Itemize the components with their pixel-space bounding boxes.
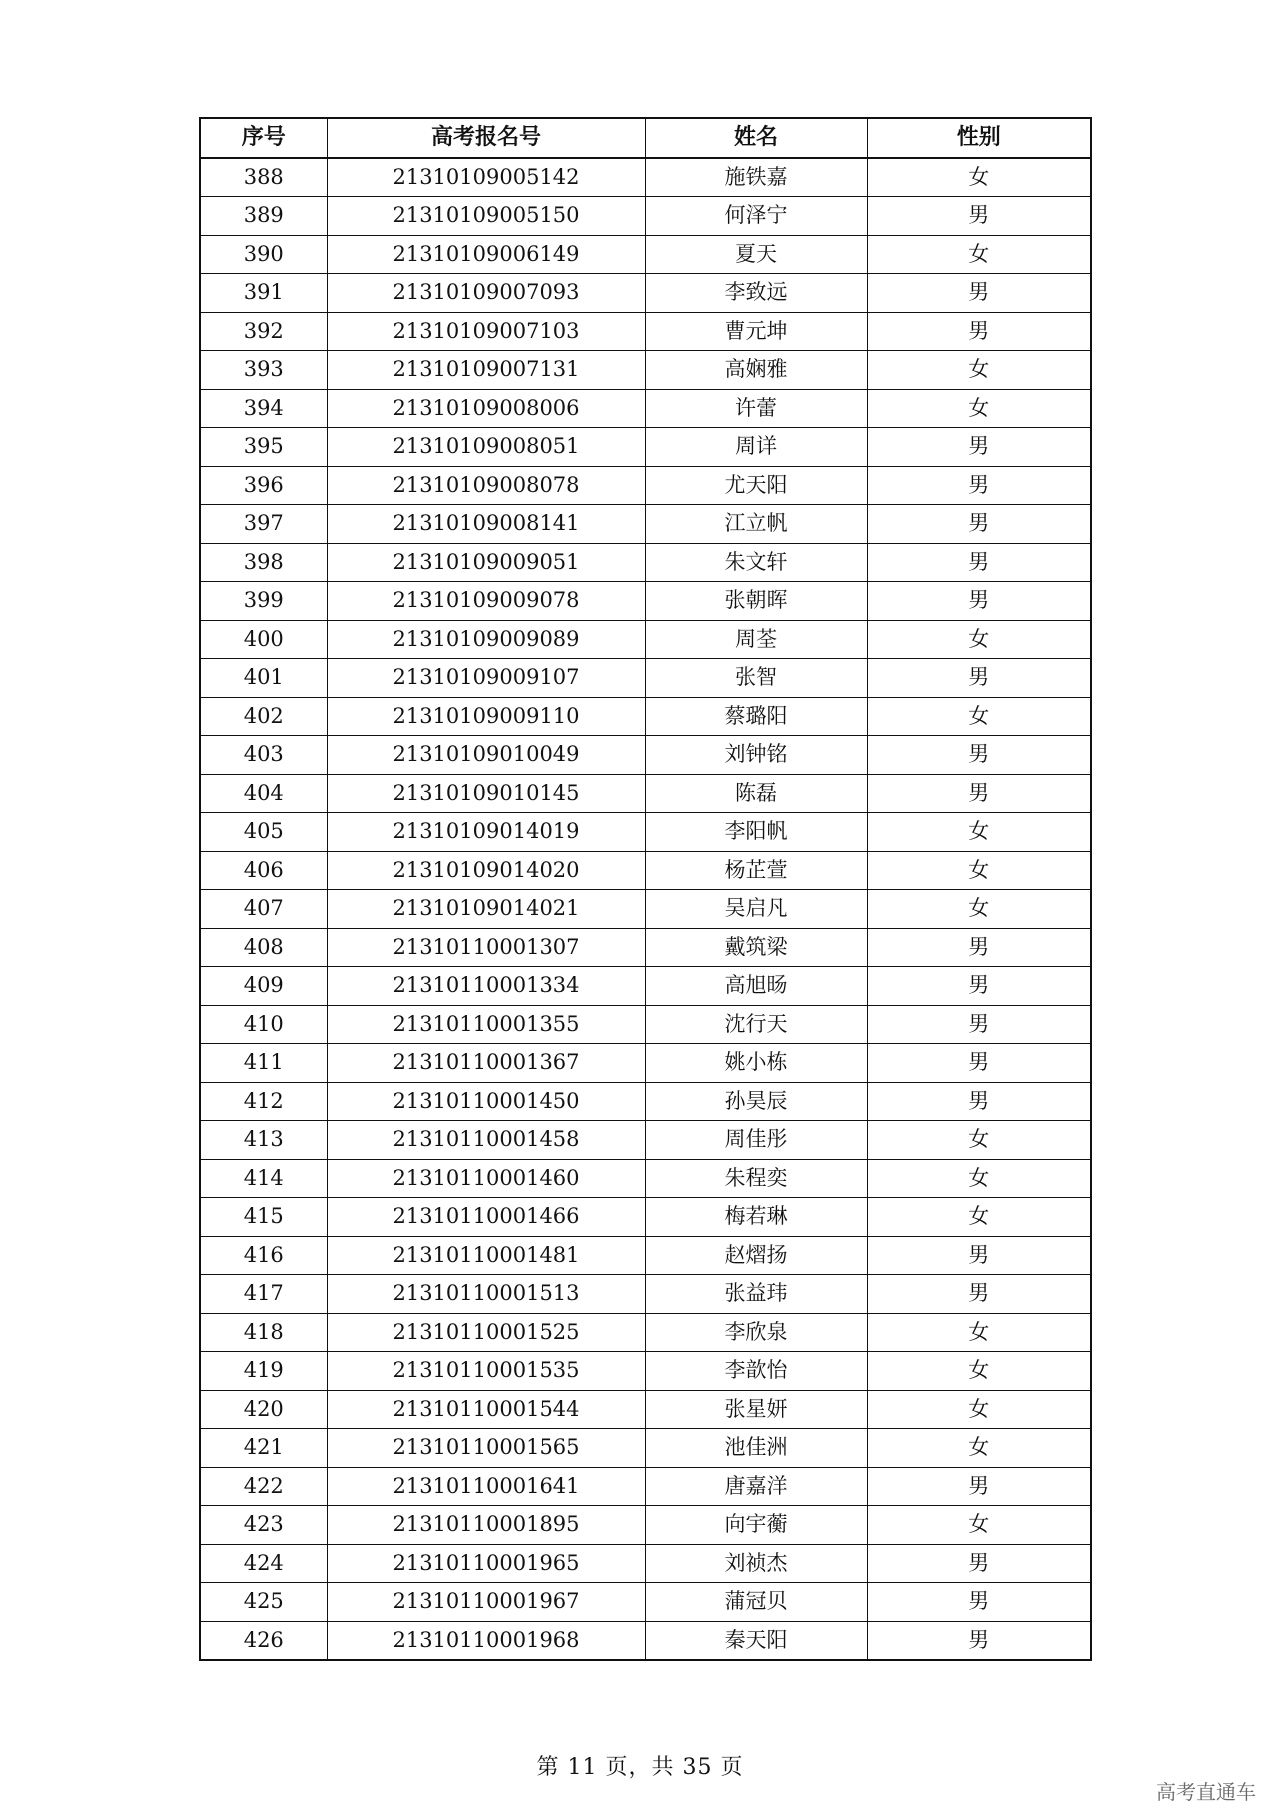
cell-registration-number: 21310109009089 [327,620,645,659]
cell-gender: 女 [867,851,1091,890]
cell-seq: 407 [200,890,327,929]
table-row [200,582,1091,621]
cell-registration-number: 21310110001967 [327,1583,645,1622]
cell-registration-number: 21310109008141 [327,505,645,544]
cell-registration-number: 21310109014021 [327,890,645,929]
table-row [200,197,1091,236]
cell-gender: 男 [867,967,1091,1006]
cell-name: 赵熠扬 [645,1236,867,1275]
header-row [200,118,1091,158]
cell-seq: 422 [200,1467,327,1506]
table-row [200,774,1091,813]
cell-name: 李歆怡 [645,1352,867,1391]
cell-name: 向宇蘅 [645,1506,867,1545]
cell-registration-number: 21310109005142 [327,158,645,197]
cell-seq: 415 [200,1198,327,1237]
cell-registration-number: 21310110001968 [327,1621,645,1660]
cell-name: 张朝晖 [645,582,867,621]
table-row [200,1198,1091,1237]
table-row [200,697,1091,736]
cell-registration-number: 21310109010145 [327,774,645,813]
cell-seq: 405 [200,813,327,852]
table-row [200,235,1091,274]
cell-seq: 410 [200,1005,327,1044]
cell-registration-number: 21310109008006 [327,389,645,428]
cell-gender: 男 [867,1467,1091,1506]
cell-registration-number: 21310110001458 [327,1121,645,1160]
cell-name: 刘钟铭 [645,736,867,775]
table-row [200,890,1091,929]
cell-registration-number: 21310110001544 [327,1390,645,1429]
header-name: 姓名 [645,118,867,158]
cell-gender: 女 [867,813,1091,852]
table-body [200,158,1091,1661]
table-row [200,928,1091,967]
table-row [200,1044,1091,1083]
table-row [200,1313,1091,1352]
cell-gender: 男 [867,1621,1091,1660]
cell-name: 江立帆 [645,505,867,544]
cell-name: 李致远 [645,274,867,313]
cell-gender: 男 [867,543,1091,582]
cell-gender: 男 [867,312,1091,351]
cell-registration-number: 21310110001535 [327,1352,645,1391]
cell-gender: 男 [867,774,1091,813]
table-row [200,1583,1091,1622]
cell-seq: 408 [200,928,327,967]
table-row [200,274,1091,313]
table-row [200,659,1091,698]
cell-seq: 416 [200,1236,327,1275]
cell-registration-number: 21310110001565 [327,1429,645,1468]
cell-gender: 女 [867,351,1091,390]
cell-name: 陈磊 [645,774,867,813]
cell-name: 周佳彤 [645,1121,867,1160]
cell-name: 姚小栋 [645,1044,867,1083]
cell-name: 何泽宁 [645,197,867,236]
cell-name: 秦天阳 [645,1621,867,1660]
table-row [200,389,1091,428]
cell-name: 梅若琳 [645,1198,867,1237]
table-row [200,1467,1091,1506]
cell-registration-number: 21310109009110 [327,697,645,736]
cell-name: 唐嘉洋 [645,1467,867,1506]
cell-seq: 424 [200,1544,327,1583]
cell-gender: 女 [867,890,1091,929]
table-row [200,428,1091,467]
cell-seq: 394 [200,389,327,428]
cell-name: 池佳洲 [645,1429,867,1468]
cell-name: 刘祯杰 [645,1544,867,1583]
cell-seq: 401 [200,659,327,698]
cell-seq: 420 [200,1390,327,1429]
cell-seq: 399 [200,582,327,621]
cell-registration-number: 21310110001334 [327,967,645,1006]
table-row [200,1236,1091,1275]
cell-name: 张智 [645,659,867,698]
cell-gender: 女 [867,620,1091,659]
cell-seq: 397 [200,505,327,544]
cell-name: 周详 [645,428,867,467]
cell-registration-number: 21310110001965 [327,1544,645,1583]
cell-gender: 男 [867,428,1091,467]
table-row [200,1390,1091,1429]
table-row [200,1506,1091,1545]
cell-name: 杨芷萱 [645,851,867,890]
cell-gender: 女 [867,1506,1091,1545]
cell-registration-number: 21310109008078 [327,466,645,505]
table-row [200,1429,1091,1468]
cell-gender: 女 [867,1429,1091,1468]
cell-seq: 402 [200,697,327,736]
cell-registration-number: 21310109007131 [327,351,645,390]
cell-seq: 391 [200,274,327,313]
cell-seq: 419 [200,1352,327,1391]
cell-seq: 395 [200,428,327,467]
cell-seq: 400 [200,620,327,659]
cell-gender: 女 [867,389,1091,428]
cell-gender: 男 [867,736,1091,775]
cell-gender: 男 [867,582,1091,621]
cell-name: 曹元坤 [645,312,867,351]
cell-registration-number: 21310109009107 [327,659,645,698]
cell-gender: 男 [867,659,1091,698]
table-row [200,1352,1091,1391]
table-row [200,1121,1091,1160]
cell-gender: 男 [867,1044,1091,1083]
cell-registration-number: 21310110001307 [327,928,645,967]
cell-gender: 男 [867,1544,1091,1583]
cell-gender: 女 [867,1352,1091,1391]
cell-seq: 404 [200,774,327,813]
cell-seq: 417 [200,1275,327,1314]
cell-seq: 425 [200,1583,327,1622]
cell-gender: 男 [867,1275,1091,1314]
table-row [200,620,1091,659]
cell-gender: 男 [867,505,1091,544]
cell-seq: 409 [200,967,327,1006]
table-row [200,543,1091,582]
cell-seq: 392 [200,312,327,351]
cell-name: 吴启凡 [645,890,867,929]
cell-name: 李阳帆 [645,813,867,852]
cell-name: 张星妍 [645,1390,867,1429]
cell-registration-number: 21310109014020 [327,851,645,890]
cell-name: 沈行天 [645,1005,867,1044]
roster-table-container [199,117,1090,1661]
table-row [200,736,1091,775]
cell-gender: 男 [867,928,1091,967]
cell-registration-number: 21310109007103 [327,312,645,351]
cell-seq: 411 [200,1044,327,1083]
table-row [200,351,1091,390]
cell-gender: 女 [867,1198,1091,1237]
cell-gender: 男 [867,1236,1091,1275]
cell-gender: 男 [867,274,1091,313]
cell-registration-number: 21310110001466 [327,1198,645,1237]
table-row [200,1544,1091,1583]
roster-table [199,117,1092,1661]
cell-registration-number: 21310109009078 [327,582,645,621]
table-row [200,158,1091,197]
cell-gender: 女 [867,158,1091,197]
cell-seq: 423 [200,1506,327,1545]
table-row [200,967,1091,1006]
cell-gender: 女 [867,1313,1091,1352]
table-row [200,466,1091,505]
cell-gender: 男 [867,466,1091,505]
cell-registration-number: 21310110001481 [327,1236,645,1275]
cell-seq: 396 [200,466,327,505]
page-number-footer: 第 11 页，共 35 页 [536,1755,744,1780]
cell-registration-number: 21310110001895 [327,1506,645,1545]
cell-name: 孙昊辰 [645,1082,867,1121]
cell-seq: 426 [200,1621,327,1660]
cell-seq: 403 [200,736,327,775]
cell-gender: 男 [867,197,1091,236]
cell-gender: 女 [867,235,1091,274]
cell-seq: 418 [200,1313,327,1352]
table-row [200,1082,1091,1121]
cell-name: 戴筑梁 [645,928,867,967]
cell-name: 高娴雅 [645,351,867,390]
cell-gender: 女 [867,1159,1091,1198]
cell-registration-number: 21310109007093 [327,274,645,313]
cell-seq: 414 [200,1159,327,1198]
cell-registration-number: 21310109010049 [327,736,645,775]
cell-name: 尤天阳 [645,466,867,505]
header-gender: 性别 [867,118,1091,158]
cell-gender: 女 [867,697,1091,736]
cell-registration-number: 21310110001450 [327,1082,645,1121]
header-registration-number: 高考报名号 [327,118,645,158]
cell-name: 高旭旸 [645,967,867,1006]
cell-seq: 421 [200,1429,327,1468]
table-row [200,1621,1091,1660]
cell-seq: 389 [200,197,327,236]
cell-name: 周荃 [645,620,867,659]
cell-registration-number: 21310110001355 [327,1005,645,1044]
table-row [200,1005,1091,1044]
cell-gender: 男 [867,1082,1091,1121]
table-row [200,1275,1091,1314]
cell-gender: 男 [867,1005,1091,1044]
cell-name: 蔡璐阳 [645,697,867,736]
cell-seq: 393 [200,351,327,390]
table-row [200,1159,1091,1198]
cell-registration-number: 21310109014019 [327,813,645,852]
cell-gender: 男 [867,1583,1091,1622]
cell-name: 张益玮 [645,1275,867,1314]
table-row [200,505,1091,544]
table-header [200,118,1091,158]
cell-registration-number: 21310110001513 [327,1275,645,1314]
table-row [200,851,1091,890]
cell-registration-number: 21310110001367 [327,1044,645,1083]
cell-registration-number: 21310109008051 [327,428,645,467]
cell-name: 夏天 [645,235,867,274]
cell-name: 蒲冠贝 [645,1583,867,1622]
cell-seq: 406 [200,851,327,890]
cell-seq: 390 [200,235,327,274]
cell-seq: 398 [200,543,327,582]
cell-registration-number: 21310110001460 [327,1159,645,1198]
cell-registration-number: 21310109006149 [327,235,645,274]
cell-gender: 女 [867,1121,1091,1160]
cell-registration-number: 21310109005150 [327,197,645,236]
cell-seq: 413 [200,1121,327,1160]
table-row [200,312,1091,351]
cell-registration-number: 21310110001641 [327,1467,645,1506]
cell-gender: 女 [867,1390,1091,1429]
cell-seq: 412 [200,1082,327,1121]
cell-name: 许蕾 [645,389,867,428]
cell-registration-number: 21310110001525 [327,1313,645,1352]
cell-name: 朱文轩 [645,543,867,582]
cell-name: 施铁嘉 [645,158,867,197]
header-seq: 序号 [200,118,327,158]
cell-name: 朱程奕 [645,1159,867,1198]
watermark-text: 高考直通车 [1156,1780,1256,1804]
cell-name: 李欣泉 [645,1313,867,1352]
cell-registration-number: 21310109009051 [327,543,645,582]
table-row [200,813,1091,852]
cell-seq: 388 [200,158,327,197]
